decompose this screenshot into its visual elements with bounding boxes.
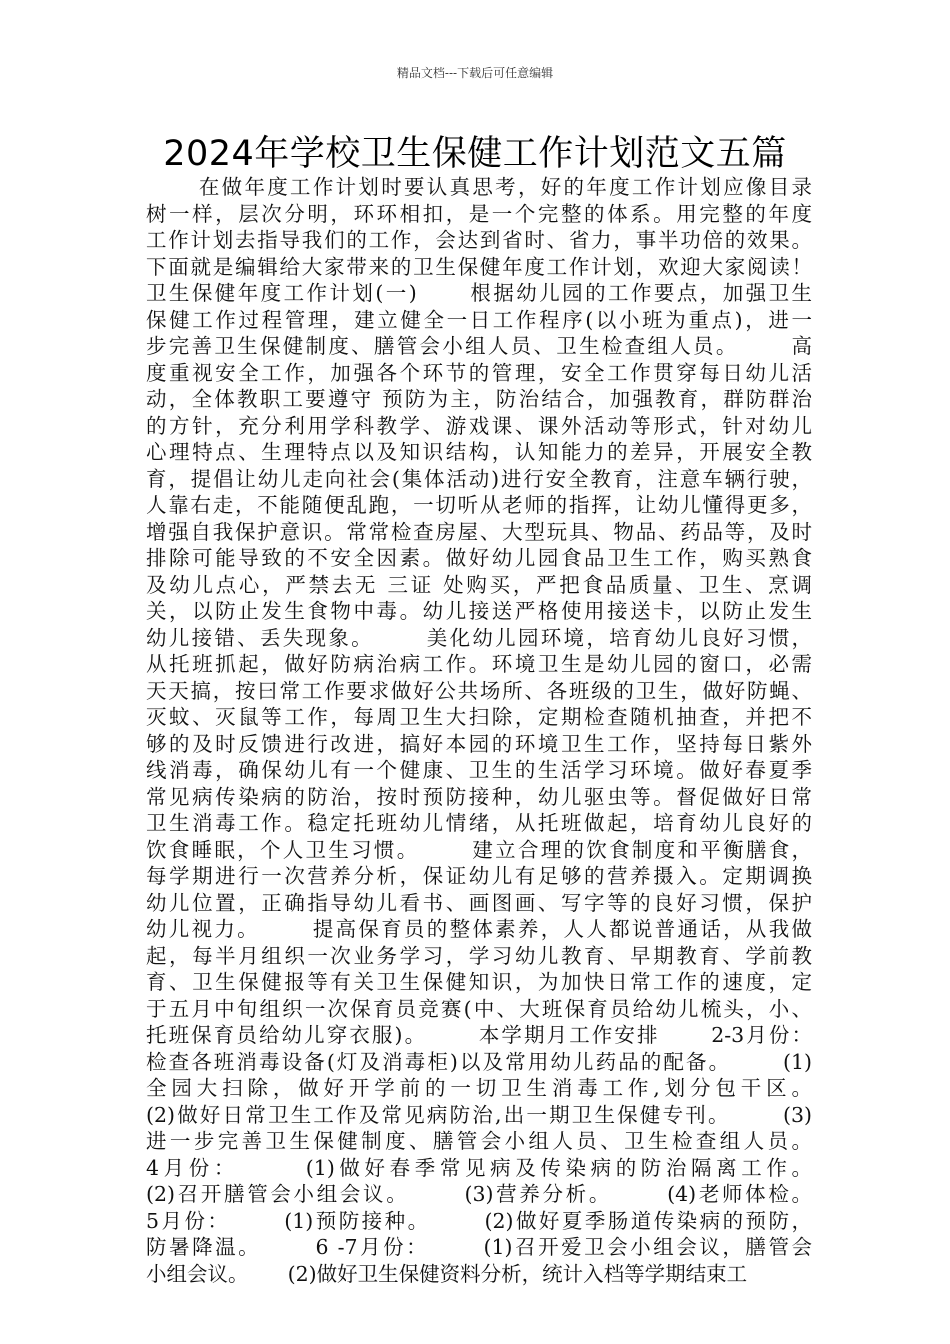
body-line: 度重视安全工作，加强各个环节的管理，安全工作贯穿每日幼儿活 (146, 360, 812, 385)
body-line: 育，提倡让幼儿走向社会(集体活动)进行安全教育，注意车辆行驶， (146, 466, 812, 491)
body-line: 4月份： (1)做好春季常见病及传染病的防治隔离工作。 (146, 1155, 812, 1180)
body-line: 每学期进行一次营养分析，保证幼儿有足够的营养摄入。定期调换 (146, 864, 812, 888)
body-line: 于五月中旬组织一次保育员竞赛(中、大班保育员给幼儿梳头，小、 (146, 996, 812, 1021)
body-line: 幼儿视力。 提高保育员的整体素养，人人都说普通话，从我做 (146, 917, 812, 941)
body-line: 心理特点、生理特点以及知识结构，认知能力的差异，开展安全教 (146, 440, 812, 464)
body-line: 育、卫生保健报等有关卫生保健知识，为加快日常工作的速度，定 (146, 970, 812, 994)
body-line: 托班保育员给幼儿穿衣服)。 本学期月工作安排 2-3月份： (146, 1023, 812, 1047)
body-line: 进一步完善卫生保健制度、膳管会小组人员、卫生检查组人员。 (146, 1129, 812, 1153)
document-title: 2024年学校卫生保健工作计划范文五篇 (163, 134, 787, 174)
body-line: 全园大扫除，做好开学前的一切卫生消毒工作,划分包干区。 (146, 1076, 812, 1100)
body-line: 人靠右走，不能随便乱跑，一切听从老师的指挥，让幼儿懂得更多， (146, 493, 812, 517)
body-line: 步完善卫生保健制度、膳管会小组人员、卫生检查组人员。 高 (146, 334, 812, 358)
document-body (146, 174, 812, 1287)
body-line: 起，每半月组织一次业务学习，学习幼儿教育、早期教育、学前教 (146, 943, 812, 968)
body-line: 饮食睡眠，个人卫生习惯。 建立合理的饮食制度和平衡膳食， (146, 837, 812, 862)
body-line: 排除可能导致的不安全因素。做好幼儿园食品卫生工作，购买熟食 (146, 546, 812, 570)
body-line: 线消毒，确保幼儿有一个健康、卫生的生活学习环境。做好春夏季 (146, 758, 812, 782)
body-line: 树一样，层次分明，环环相扣，是一个完整的体系。用完整的年度 (146, 201, 812, 226)
body-line: 下面就是编辑给大家带来的卫生保健年度工作计划，欢迎大家阅读！ (146, 254, 812, 279)
body-line: 从托班抓起，做好防病治病工作。环境卫生是幼儿园的窗口，必需 (146, 652, 812, 676)
body-line: (2)召开膳管会小组会议。 (3)营养分析。 (4)老师体检。 (146, 1182, 812, 1206)
body-line: 卫生保健年度工作计划(一) 根据幼儿园的工作要点，加强卫生 (146, 281, 812, 305)
body-line: 幼儿位置，正确指导幼儿看书、画图画、写字等的良好习惯，保护 (146, 890, 812, 915)
body-line: (2)做好日常卫生工作及常见病防治,出一期卫生保健专刊。 (3) (146, 1102, 812, 1127)
body-line: 小组会议。 (2)做好卫生保健资料分析，统计入档等学期结束工 (146, 1261, 748, 1286)
body-line: 常见病传染病的防治，按时预防接种，幼儿驱虫等。督促做好日常 (146, 784, 812, 809)
body-line: 防暑降温。 6 -7月份： (1)召开爱卫会小组会议，膳管会 (146, 1235, 812, 1259)
body-line: 够的及时反馈进行改进，搞好本园的环境卫生工作，坚持每日紫外 (146, 731, 812, 756)
body-line: 检查各班消毒设备(灯及消毒柜)以及常用幼儿药品的配备。 (1) (146, 1049, 812, 1074)
body-line: 天天搞，按曰常工作要求做好公共场所、各班级的卫生，做好防蝇、 (146, 678, 812, 703)
body-line: 灭蚊、灭鼠等工作，每周卫生大扫除，定期检查随机抽查，并把不 (146, 705, 812, 729)
body-line: 在做年度工作计划时要认真思考，好的年度工作计划应像目录 (146, 175, 812, 199)
body-line: 动，全体教职工要遵守 预防为主，防治结合，加强教育，群防群治 (146, 387, 812, 411)
body-line: 5月份： (1)预防接种。 (2)做好夏季肠道传染病的预防， (146, 1208, 812, 1233)
body-line: 的方针，充分利用学科教学、游戏课、课外活动等形式，针对幼儿 (146, 413, 812, 438)
body-line: 工作计划去指导我们的工作，会达到省时、省力，事半功倍的效果。 (146, 228, 812, 252)
body-line: 及幼儿点心，严禁去无 三证 处购买，严把食品质量、卫生、烹调 (146, 572, 812, 597)
body-line: 增强自我保护意识。常常检查房屋、大型玩具、物品、药品等，及时 (146, 519, 812, 544)
body-line: 关，以防止发生食物中毒。幼儿接送严格使用接送卡，以防止发生 (146, 599, 812, 623)
body-line: 保健工作过程管理，建立健全一日工作程序(以小班为重点)，进一 (146, 307, 812, 332)
body-line: 卫生消毒工作。稳定托班幼儿情绪，从托班做起，培育幼儿良好的 (146, 811, 812, 835)
page-header: 精品文档---下载后可任意编辑 (396, 66, 554, 80)
body-line: 幼儿接错、丢失现象。 美化幼儿园环境，培育幼儿良好习惯， (146, 625, 812, 650)
